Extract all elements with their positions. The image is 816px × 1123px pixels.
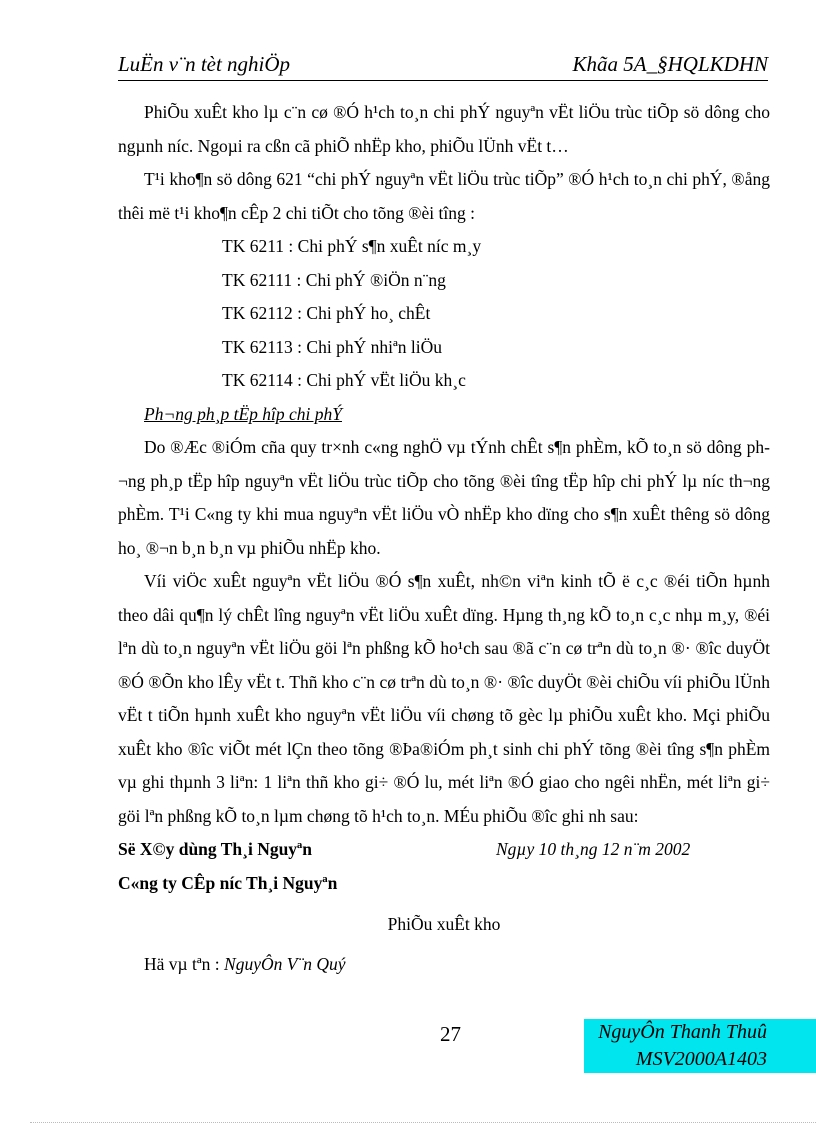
footer-author: NguyÔn Thanh Thuû: [598, 1021, 767, 1043]
form-name-value: NguyÔn V¨n Quý: [224, 953, 346, 974]
form-department: Së X©y dùng Th¸i Nguyªn: [118, 839, 313, 859]
footer-student-id: MSV2000A1403: [635, 1048, 767, 1070]
page-header: [118, 50, 768, 81]
section-heading: Ph¬ng ph¸p tËp hîp chi phÝ: [144, 403, 342, 424]
form-header-row: [118, 833, 770, 867]
account-item-62113: TK 62113 : Chi phÝ nhiªn liÖu: [222, 336, 443, 357]
form-date: Ngµy 10 th¸ng 12 n¨m 2002: [496, 839, 691, 859]
page-number: 27: [440, 1022, 461, 1046]
footer-author-box: [584, 1019, 816, 1073]
account-item-62112: TK 62112 : Chi phÝ ho¸ chÊt: [222, 303, 431, 323]
header-class-name: Khãa 5A_§HQLKDHN: [572, 52, 768, 76]
paragraph-3: Do ®Æc ®iÓm cña quy tr×nh c«ng nghÖ vµ tÝnh chÊt s¶n phÈm, kÕ to¸n sö dông ph¬ng ph¸p tËp hîp nguyªn vËt liÖu trùc tiÕp cho tõng ®èi tîng tËp hîp chi phÝ lµ níc th¬ng phÈm. T¹i C«ng ty khi mua nguyªn vËt liÖu vÒ nhËp kho dïng cho s¶n xuÊt thêng sö dông ho¸ ®¬n b¸n b¸n vµ phiÕu nhËp kho.: [118, 437, 770, 558]
account-item-6211: TK 6211 : Chi phÝ s¶n xuÊt níc m¸y: [222, 236, 482, 256]
account-item-62114: TK 62114 : Chi phÝ vËt liÖu kh¸c: [222, 370, 466, 390]
account-list: [118, 230, 770, 398]
form-title: PhiÕu xuÊt kho: [387, 914, 501, 934]
form-name-row: [118, 948, 770, 982]
header-thesis-title: LuËn v¨n tèt nghiÖp: [118, 52, 291, 76]
paragraph-1: PhiÕu xuÊt kho lµ c¨n cø ®Ó h¹ch to¸n chi phÝ nguyªn vËt liÖu trùc tiÕp sö dông cho ngµnh níc. Ngoµi ra cßn cã phiÕ nhËp kho, phiÕu lÜnh vËt t…: [118, 102, 770, 156]
body-text: [118, 96, 770, 981]
account-item-62111: TK 62111 : Chi phÝ ®iÖn n¨ng: [222, 269, 446, 290]
paragraph-2: T¹i kho¶n sö dông 621 “chi phÝ nguyªn vËt liÖu trùc tiÕp” ®Ó h¹ch to¸n chi phÝ, ®ång thêi më t¹i kho¶n cÊp 2 chi tiÕt cho tõng ®èi tîng :: [118, 169, 770, 223]
form-company: C«ng ty CÊp níc Th¸i Nguyªn: [118, 872, 338, 893]
form-name-label: Hä vµ tªn :: [144, 953, 220, 974]
paragraph-4: Víi viÖc xuÊt nguyªn vËt liÖu ®Ó s¶n xuÊt, nh©n viªn kinh tÕ ë c¸c ®éi tiÕn hµnh theo dâi qu¶n lý chÊt lîng nguyªn vËt liÖu xuÊt dïng. Hµng th¸ng kÕ to¸n c¸c nhµ m¸y, ®éi lªn dù to¸n nguyªn vËt liÖu göi lªn phßng kÕ ho¹ch sau ®ã c¨n cø trªn dù to¸n ®· ®îc duyÖt ®Ó ®Õn kho lÊy vËt t. Thñ kho c¨n cø trªn dù to¸n ®· ®îc duyÖt ®èi chiÕu víi phiÕu lÜnh vËt t tiÕn hµnh xuÊt kho nguyªn vËt liÖu víi chøng tõ gèc lµ phiÕu xuÊt kho. Mçi phiÕu xuÊt kho ®îc viÕt mét lÇn theo tõng ®Þa®iÓm ph¸t sinh chi phÝ tõng ®èi tîng s¶n phÈm vµ ghi thµnh 3 liªn: 1 liªn thñ kho gi÷ ®Ó lu, mét liªn ®Ó giao cho ngêi nhËn, mét liªn gi÷ göi lªn phßng kÕ to¸n lµm chøng tõ h¹ch to¸n. MÉu phiÕu ®îc ghi nh sau:: [118, 571, 770, 826]
